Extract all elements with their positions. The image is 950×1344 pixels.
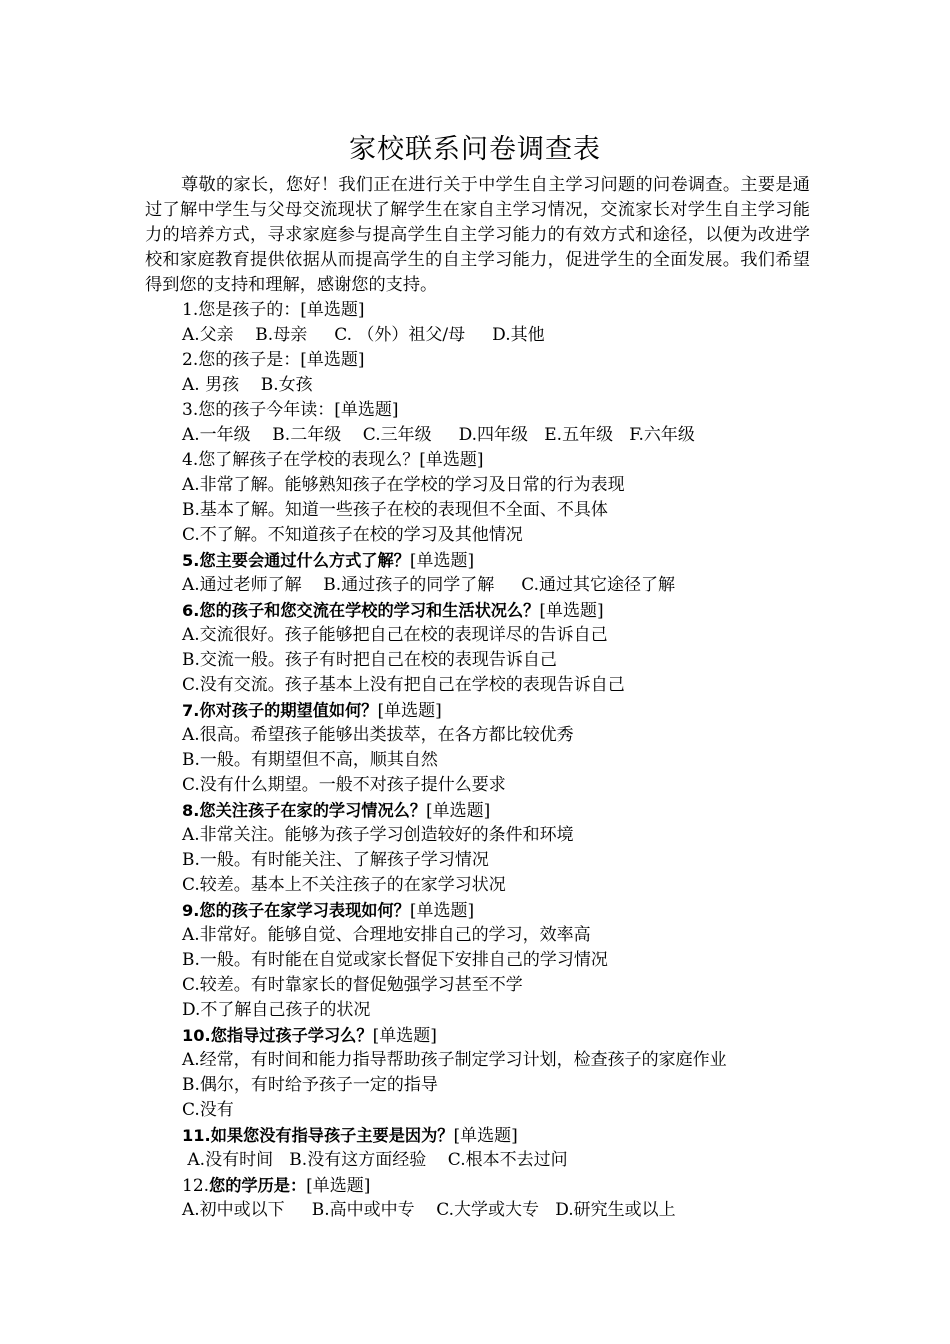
option-line: C.不了解。不知道孩子在校的学习及其他情况 <box>182 525 523 545</box>
question-text: 您的学历是： <box>209 1176 307 1195</box>
option-line: B.交流一般。孩子有时把自己在校的表现告诉自己 <box>182 650 557 670</box>
intro-paragraph <box>145 173 810 298</box>
option-line: D.不了解自己孩子的状况 <box>182 1000 371 1020</box>
option-line: A. 男孩 B.女孩 <box>182 375 313 395</box>
question-number: 10. <box>182 1026 211 1045</box>
option-line: A.没有时间 B.没有这方面经验 C.根本不去过问 <box>182 1150 568 1170</box>
option-line: C.没有什么期望。一般不对孩子提什么要求 <box>182 775 506 795</box>
option-line: A.父亲 B.母亲 C. （外）祖父/母 D.其他 <box>182 325 545 345</box>
question-number: 2. <box>182 350 199 370</box>
question-1 <box>182 298 822 323</box>
question-text: 你对孩子的期望值如何？ <box>199 701 378 720</box>
option-line: C.没有 <box>182 1100 234 1120</box>
question-number: 9. <box>182 901 200 920</box>
question-2 <box>182 348 822 373</box>
question-12 <box>182 1173 822 1198</box>
question-number: 12. <box>182 1176 210 1196</box>
option-line: B.基本了解。知道一些孩子在校的表现但不全面、不具体 <box>182 500 608 520</box>
question-11 <box>182 1123 822 1148</box>
option-line: A.通过老师了解 B.通过孩子的同学了解 C.通过其它途径了解 <box>182 575 676 595</box>
option-line: A.非常了解。能够熟知孩子在学校的学习及日常的行为表现 <box>182 475 625 495</box>
question-7 <box>182 698 822 723</box>
question-5 <box>182 548 822 573</box>
question-text: 您的孩子是： <box>198 350 301 370</box>
question-number: 5. <box>182 551 200 570</box>
option-line: C.没有交流。孩子基本上没有把自己在学校的表现告诉自己 <box>182 675 625 695</box>
option-line: C.较差。有时靠家长的督促勉强学习甚至不学 <box>182 975 523 995</box>
question-type-tag: [单选题] <box>334 400 399 420</box>
question-8 <box>182 798 822 823</box>
question-number: 7. <box>182 701 200 720</box>
question-number: 8. <box>182 801 200 820</box>
question-type-tag: [单选题] <box>300 300 365 320</box>
question-10 <box>182 1023 822 1048</box>
option-line: C.较差。基本上不关注孩子的在家学习状况 <box>182 875 506 895</box>
question-list <box>182 298 822 1223</box>
question-number: 11. <box>182 1126 211 1145</box>
option-line: A.初中或以下 B.高中或中专 C.大学或大专 D.研究生或以上 <box>182 1200 676 1220</box>
question-text: 如果您没有指导孩子主要是因为？ <box>210 1126 454 1145</box>
question-text: 您是孩子的： <box>198 300 301 320</box>
question-type-tag: [单选题] <box>306 1176 371 1196</box>
option-line: B.偶尔，有时给予孩子一定的指导 <box>182 1075 438 1095</box>
question-type-tag: [单选题] <box>419 450 484 470</box>
question-type-tag: [单选题] <box>300 350 365 370</box>
question-type-tag: [单选题] <box>453 1126 518 1146</box>
question-text: 您的孩子在家学习表现如何？ <box>199 901 410 920</box>
intro-text: 尊敬的家长，您好！我们正在进行关于中学生自主学习问题的问卷调查。主要是通过了解中学生与父母交流现状了解学生在家自主学习情况，交流家长对学生自主学习能力的培养方式，寻求家庭参与提高学生自主学习能力的有效方式和途径，以便为改进学校和家庭教育提供依据从而提高学生的自主学习能力，促进学生的全面发展。我们希望得到您的支持和理解，感谢您的支持。 <box>145 175 810 295</box>
question-text: 您关注孩子在家的学习情况么？ <box>199 801 427 820</box>
option-line: A.交流很好。孩子能够把自己在校的表现详尽的告诉自己 <box>182 625 608 645</box>
question-text: 您的孩子今年读： <box>198 400 335 420</box>
question-number: 4. <box>182 450 199 470</box>
option-line: B.一般。有期望但不高，顺其自然 <box>182 750 438 770</box>
question-number: 6. <box>182 601 200 620</box>
question-type-tag: [单选题] <box>409 901 475 921</box>
question-type-tag: [单选题] <box>426 801 491 821</box>
question-text: 您的孩子和您交流在学校的学习和生活状况么？ <box>199 601 540 620</box>
question-6 <box>182 598 822 623</box>
question-type-tag: [单选题] <box>539 601 604 621</box>
question-4 <box>182 448 822 473</box>
option-line: A.经常，有时间和能力指导帮助孩子制定学习计划，检查孩子的家庭作业 <box>182 1050 727 1070</box>
question-number: 3. <box>182 400 199 420</box>
option-line: A.一年级 B.二年级 C.三年级 D.四年级 E.五年级 F.六年级 <box>182 425 695 445</box>
question-text: 您了解孩子在学校的表现么？ <box>198 450 420 470</box>
question-type-tag: [单选题] <box>372 1026 437 1046</box>
question-text: 您指导过孩子学习么？ <box>210 1026 373 1045</box>
page-title: 家校联系问卷调查表 <box>349 134 601 165</box>
question-type-tag: [单选题] <box>409 551 475 571</box>
question-number: 1. <box>182 300 199 320</box>
question-9 <box>182 898 822 923</box>
question-type-tag: [单选题] <box>377 701 442 721</box>
question-3 <box>182 398 822 423</box>
option-line: B.一般。有时能在自觉或家长督促下安排自己的学习情况 <box>182 950 608 970</box>
question-text: 您主要会通过什么方式了解？ <box>199 551 410 570</box>
option-line: A.很高。希望孩子能够出类拔萃，在各方都比较优秀 <box>182 725 574 745</box>
option-line: B.一般。有时能关注、了解孩子学习情况 <box>182 850 489 870</box>
option-line: A.非常关注。能够为孩子学习创造较好的条件和环境 <box>182 825 574 845</box>
option-line: A.非常好。能够自觉、合理地安排自己的学习，效率高 <box>182 925 591 945</box>
